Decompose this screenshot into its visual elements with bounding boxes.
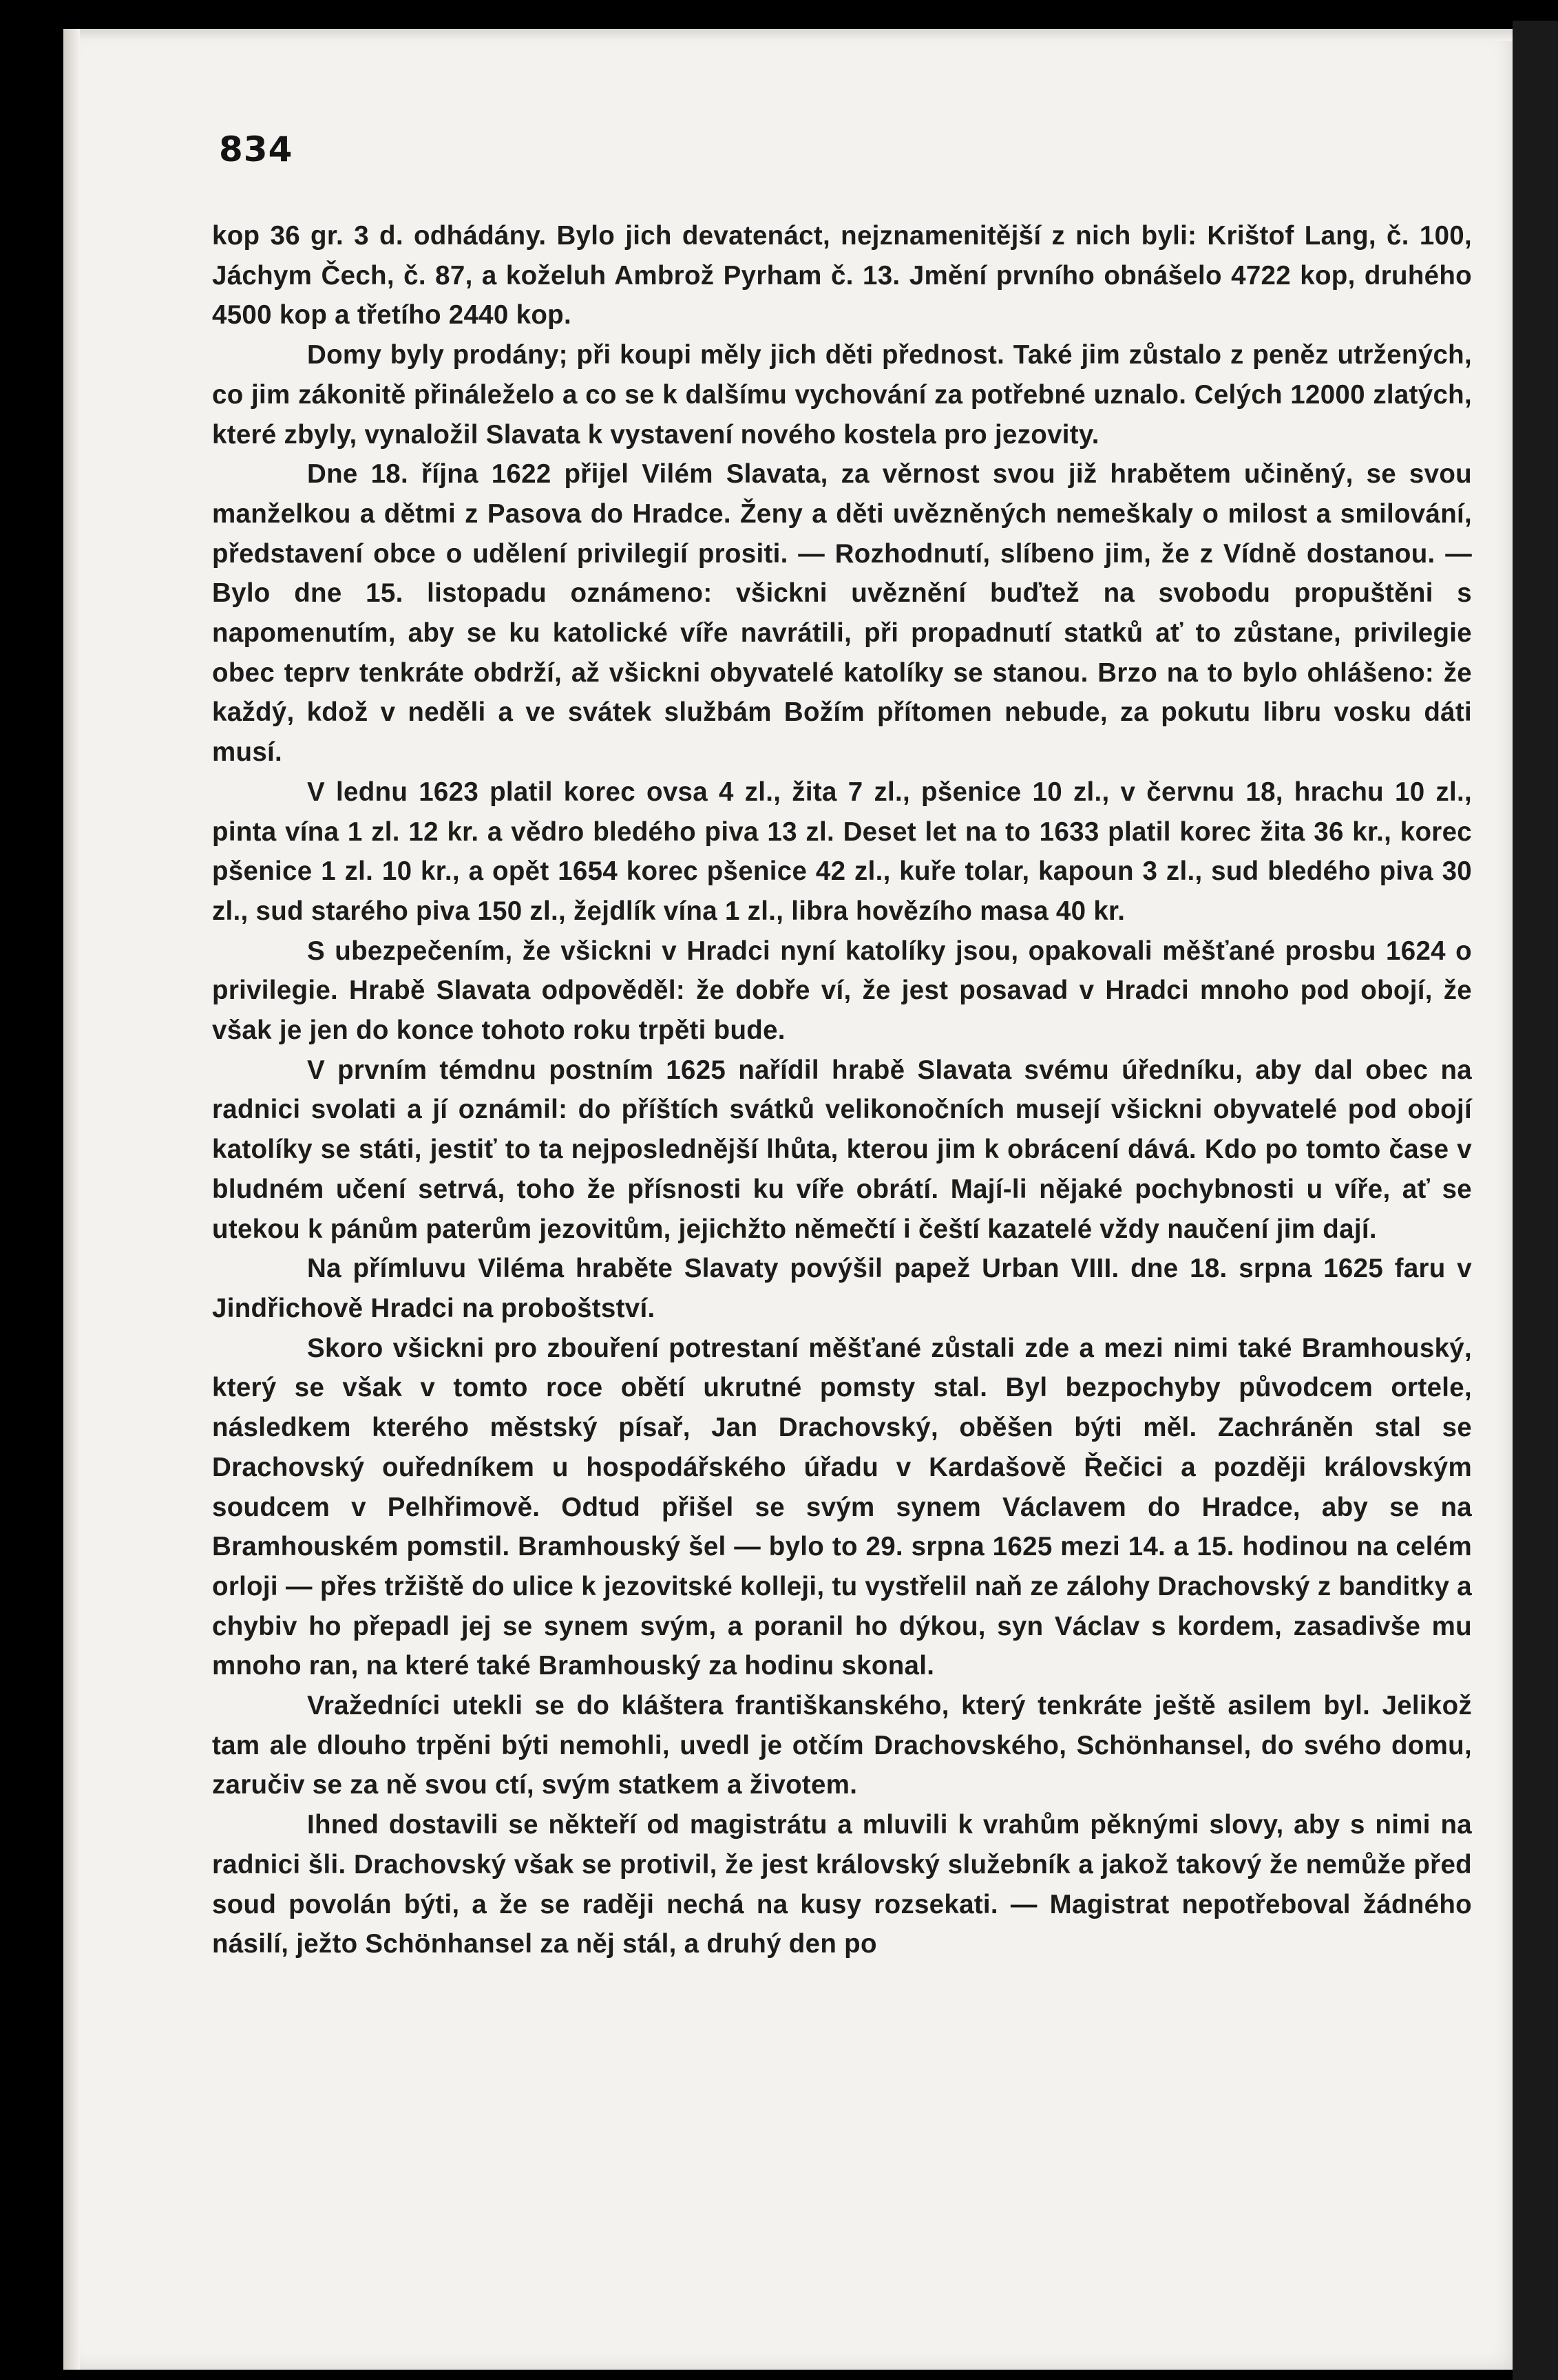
page-top-edge: [63, 29, 1513, 41]
page-left-edge: [63, 29, 80, 2370]
paragraph-4: V lednu 1623 platil korec ovsa 4 zl., žita 7 zl., pšenice 10 zl., v červnu 18, hrachu 10 zl., pinta vína 1 zl. 12 kr. a vědro bledého piva 13 zl. Deset let na to 1633 platil korec žita 36 kr., korec pšenice 1 zl. 10 kr., a opět 1654 korec pšenice 42 zl., kuře tolar, kapoun 3 zl., sud bledého piva 30 zl., sud starého piva 150 zl., žejdlík vína 1 zl., libra hovězího masa 40 kr.: [212, 777, 1472, 926]
adjacent-page-edge: [1513, 21, 1558, 2380]
paragraph-9: Vražedníci utekli se do kláštera františkanského, který tenkráte ještě asilem byl. Jelikož tam ale dlouho trpěni býti nemohli, uvedl je otčím Drachovského, Schönhansel, do svého domu, zaručiv se za ně svou ctí, svým statkem a životem.: [212, 1691, 1472, 1800]
paragraph-5: S ubezpečením, že všickni v Hradci nyní katolíky jsou, opakovali měšťané prosbu 1624 o privilegie. Hrabě Slavata odpověděl: že dobře ví, že jest posavad v Hradci mnoho pod obojí, že však je jen do konce tohoto roku trpěti bude.: [212, 936, 1472, 1046]
paragraph-6: V prvním témdnu postním 1625 nařídil hrabě Slavata svému úředníku, aby dal obec na radnici svolati a jí oznámil: do příštích svátků velikonočních musejí všickni obyvatelé pod obojí katolíky se státi, jestiť to ta nejposlednější lhůta, kterou jim k obrácení dává. Kdo po tomto čase v bludném učení setrvá, toho že přísnosti ku víře obrátí. Mají-li nějaké pochybnosti u víře, ať se utekou k pánům paterům jezovitům, jejichžto němečtí i čeští kazatelé vždy naučení jim dají.: [212, 1055, 1472, 1244]
body-text: [212, 216, 1472, 1964]
paragraph-3: Dne 18. října 1622 přijel Vilém Slavata, za věrnost svou již hrabětem učiněný, se svou manželkou a dětmi z Pasova do Hradce. Ženy a děti uvězněných nemeškaly o milost a smilování, představení obce o udělení privilegií prositi. — Rozhodnutí, slíbeno jim, že z Vídně dostanou. — Bylo dne 15. listopadu oznámeno: všickni uvěznění buďtež na svobodu propuštěni s napomenutím, aby se ku katolické víře navrátili, při propadnutí statků ať to zůstane, privilegie obec teprv tenkráte obdrží, až všickni obyvatelé katolíky se stanou. Brzo na to bylo ohlášeno: že každý, kdož v neděli a ve svátek službám Božím přítomen nebude, za pokutu libru vosku dáti musí.: [212, 459, 1472, 768]
paragraph-1: kop 36 gr. 3 d. odhádány. Bylo jich devatenáct, nejznamenitější z nich byli: Krištof Lang, č. 100, Jáchym Čech, č. 87, a koželuh Ambrož Pyrham č. 13. Jmění prvního obnášelo 4722 kop, druhého 4500 kop a třetího 2440 kop.: [212, 221, 1472, 330]
paragraph-2: Domy byly prodány; při koupi měly jich děti přednost. Také jim zůstalo z peněz utržených, co jim zákonitě přináleželo a co se k dalšímu vychování za potřebné uznalo. Celých 12000 zlatých, které zbyly, vynaložil Slavata k vystavení nového kostela pro jezovity.: [212, 340, 1472, 450]
paragraph-8: Skoro všickni pro zbouření potrestaní měšťané zůstali zde a mezi nimi také Bramhouský, který se však v tomto roce obětí ukrutné pomsty stal. Byl bezpochyby původcem ortele, následkem kterého městský písař, Jan Drachovský, oběšen býti měl. Zachráněn stal se Drachovský ouředníkem u hospodářského úřadu v Kardašově Řečici a později královským soudcem v Pelhřimově. Odtud přišel se svým synem Václavem do Hradce, aby se na Bramhouském pomstil. Bramhouský šel — bylo to 29. srpna 1625 mezi 14. a 15. hodinou na celém orloji — přes tržiště do ulice k jezovitské kolleji, tu vystřelil naň ze zálohy Drachovský z banditky a chybiv ho přepadl jej se synem svým, a poranil ho dýkou, syn Václav s kordem, zasadivše mu mnoho ran, na které také Bramhouský za hodinu skonal.: [212, 1333, 1472, 1681]
paragraph-7: Na přímluvu Viléma hraběte Slavaty povýšil papež Urban VIII. dne 18. srpna 1625 faru v Jindřichově Hradci na proboštství.: [212, 1254, 1472, 1323]
page-number: 834: [219, 129, 293, 169]
paragraph-10: Ihned dostavili se někteří od magistrátu a mluvili k vrahům pěknými slovy, aby s nimi na radnici šli. Drachovský však se protivil, že jest královský služebník a jakož takový že nemůže před soud povolán býti, a že se raději nechá na kusy rozsekati. — Magistrat nepotřeboval žádného násilí, ježto Schönhansel za něj stál, a druhý den po: [212, 1810, 1472, 1959]
